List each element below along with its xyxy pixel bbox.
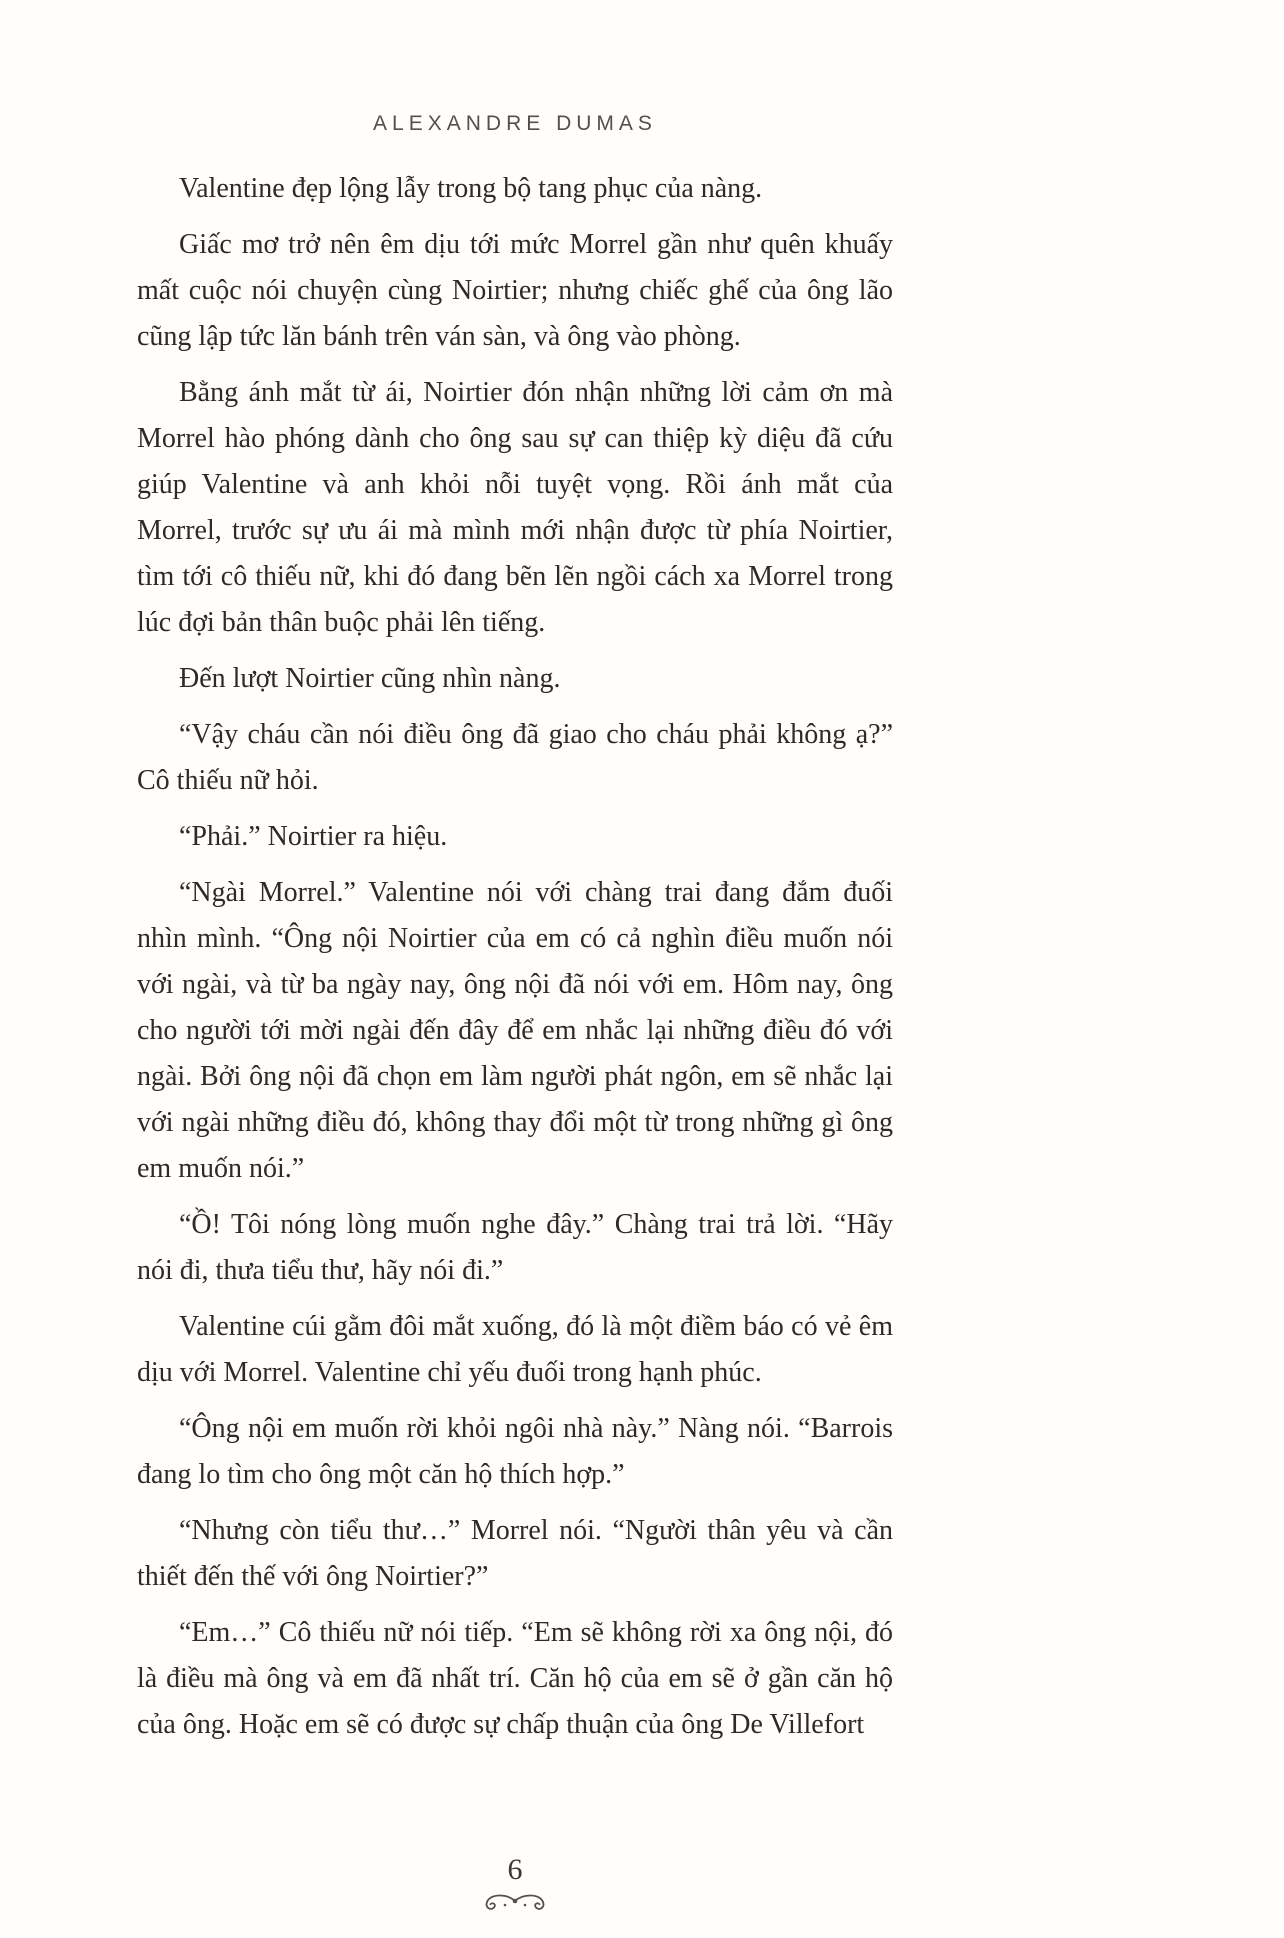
running-header-author: ALEXANDRE DUMAS	[373, 112, 657, 135]
paragraph: “Nhưng còn tiểu thư…” Morrel nói. “Người thân yêu và cần thiết đến thế với ông Noirtier?”	[137, 1515, 893, 1592]
content-column	[137, 0, 893, 1758]
paragraph: “Ồ! Tôi nóng lòng muốn nghe đây.” Chàng trai trả lời. “Hãy nói đi, thưa tiểu thư, hãy nói đi.”	[137, 1209, 893, 1286]
page-number: 6	[507, 1853, 523, 1886]
paragraph: Bằng ánh mắt từ ái, Noirtier đón nhận những lời cảm ơn mà Morrel hào phóng dành cho ông sau sự can thiệp kỳ diệu đã cứu giúp Valentine và anh khỏi nỗi tuyệt vọng. Rồi ánh mắt của Morrel, trước sự ưu ái mà mình mới nhận được từ phía Noirtier, tìm tới cô thiếu nữ, khi đó đang bẽn lẽn ngồi cách xa Morrel trong lúc đợi bản thân buộc phải lên tiếng.	[137, 377, 893, 638]
paragraph: Valentine cúi gằm đôi mắt xuống, đó là một điềm báo có vẻ êm dịu với Morrel. Valentine chỉ yếu đuối trong hạnh phúc.	[137, 1311, 893, 1388]
floral-flourish-icon	[478, 1891, 552, 1920]
paragraph: Đến lượt Noirtier cũng nhìn nàng.	[179, 663, 561, 694]
paragraph: “Em…” Cô thiếu nữ nói tiếp. “Em sẽ không rời xa ông nội, đó là điều mà ông và em đã nhất trí. Căn hộ của em sẽ ở gần căn hộ của ông. Hoặc em sẽ có được sự chấp thuận của ông De Villefort	[137, 1617, 893, 1740]
paragraph: “Ông nội em muốn rời khỏi ngôi nhà này.” Nàng nói. “Barrois đang lo tìm cho ông một căn hộ thích hợp.”	[137, 1413, 893, 1490]
paragraph: “Phải.” Noirtier ra hiệu.	[179, 821, 448, 852]
paragraph: “Ngài Morrel.” Valentine nói với chàng trai đang đắm đuối nhìn mình. “Ông nội Noirtier của em có cả nghìn điều muốn nói với ngài, và từ ba ngày nay, ông nội đã nói với em. Hôm nay, ông cho người tới mời ngài đến đây để em nhắc lại những điều đó với ngài. Bởi ông nội đã chọn em làm người phát ngôn, em sẽ nhắc lại với ngài những điều đó, không thay đổi một từ trong những gì ông em muốn nói.”	[137, 877, 893, 1184]
paragraph: “Vậy cháu cần nói điều ông đã giao cho cháu phải không ạ?” Cô thiếu nữ hỏi.	[137, 719, 893, 796]
body-text	[137, 166, 893, 1748]
paragraph: Giấc mơ trở nên êm dịu tới mức Morrel gần như quên khuấy mất cuộc nói chuyện cùng Noirtier; nhưng chiếc ghế của ông lão cũng lập tức lăn bánh trên ván sàn, và ông vào phòng.	[137, 229, 893, 352]
paragraph: Valentine đẹp lộng lẫy trong bộ tang phục của nàng.	[179, 173, 763, 204]
page-footer	[137, 1853, 893, 1920]
